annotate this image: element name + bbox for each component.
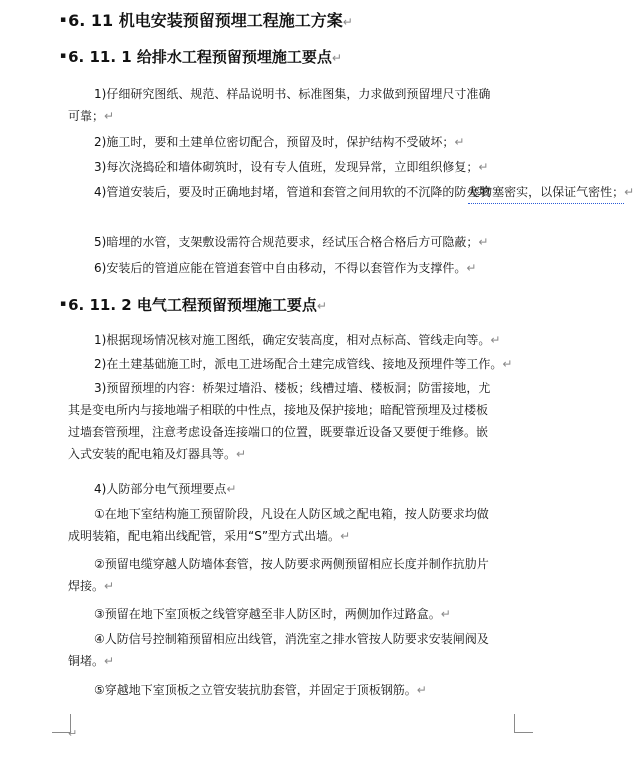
paragraph: 2)在土建基础施工时，派电工进场配合土建完成管线、接地及预埋件等工作。↵: [94, 357, 513, 371]
paragraph-mark: ↵: [331, 51, 342, 65]
paragraph: 4)人防部分电气预埋要点↵: [94, 482, 237, 496]
paragraph: 1)仔细研究图纸、规范、样品说明书、标准图集，力求做到预留埋尺寸准确 可靠；↵: [68, 87, 491, 123]
bullet-mark: ▪: [60, 298, 67, 309]
paragraph-mark: ↵: [342, 15, 353, 29]
paragraph: ⑤穿越地下室顶板之立管安装抗肋套管，并固定于顶板钢筋。↵: [94, 683, 427, 697]
paragraph-mark: ↵: [316, 299, 327, 313]
paragraph: 4)管道安装后，要及时正确地封堵，管道和套管之间用软的不沉降的防火填 塞物塞密实，以保证气密性；↵: [94, 181, 516, 204]
bullet-mark: ▪: [60, 14, 67, 25]
paragraph-mark: ↵: [68, 727, 78, 740]
page-corner-marker: [514, 714, 533, 733]
paragraph: 1)根据现场情况核对施工图纸，确定安装高度，相对点标高、管线走向等。↵: [94, 333, 501, 347]
paragraph: 5)暗埋的水管，支架敷设需符合规范要求，经试压合格合格后方可隐蔽；↵: [94, 235, 489, 249]
section-heading-2: ▪ 6. 11. 2 电气工程预留预埋施工要点↵: [60, 296, 327, 314]
paragraph: 6)安装后的管道应能在管道套管中自由移动，不得以套管作为支撑件。↵: [94, 261, 477, 275]
paragraph: ①在地下室结构施工预留阶段，凡设在人防区域之配电箱，按人防要求均做 成明装箱，配电箱出线配管，采用“S”型方式出墙。↵: [68, 507, 489, 543]
bullet-mark: ▪: [60, 50, 67, 61]
paragraph: ③预留在地下室顶板之线管穿越至非人防区时，两侧加作过路盒。↵: [94, 607, 451, 621]
paragraph: 3)预留预埋的内容：桥架过墙沿、楼板；线槽过墙、楼板洞；防雷接地，尤 其是变电所内与接地端子相联的中性点，接地及保护接地；暗配管预埋及过楼板 过墙套管预埋，注意考虑设备连接端口的位置，既要靠近设备又要便于维修。嵌 入式安装的配电箱及灯器具等。↵: [68, 381, 491, 461]
paragraph: ②预留电缆穿越人防墙体套管，按人防要求两侧预留相应长度并制作抗肋片 焊接。↵: [68, 557, 489, 593]
paragraph: 3)每次浇捣砼和墙体砌筑时，设有专人值班，发现异常，立即组织修复；↵: [94, 160, 489, 174]
main-heading: ▪ 6. 11 机电安装预留预埋工程施工方案↵: [60, 11, 353, 30]
paragraph: 2)施工时，要和土建单位密切配合，预留及时，保护结构不受破坏；↵: [94, 135, 465, 149]
paragraph: ④人防信号控制箱预留相应出线管，消洗室之排水管按人防要求安装闸阀及 铜堵。↵: [68, 632, 489, 668]
section-heading-1: ▪ 6. 11. 1 给排水工程预留预埋施工要点↵: [60, 48, 342, 66]
